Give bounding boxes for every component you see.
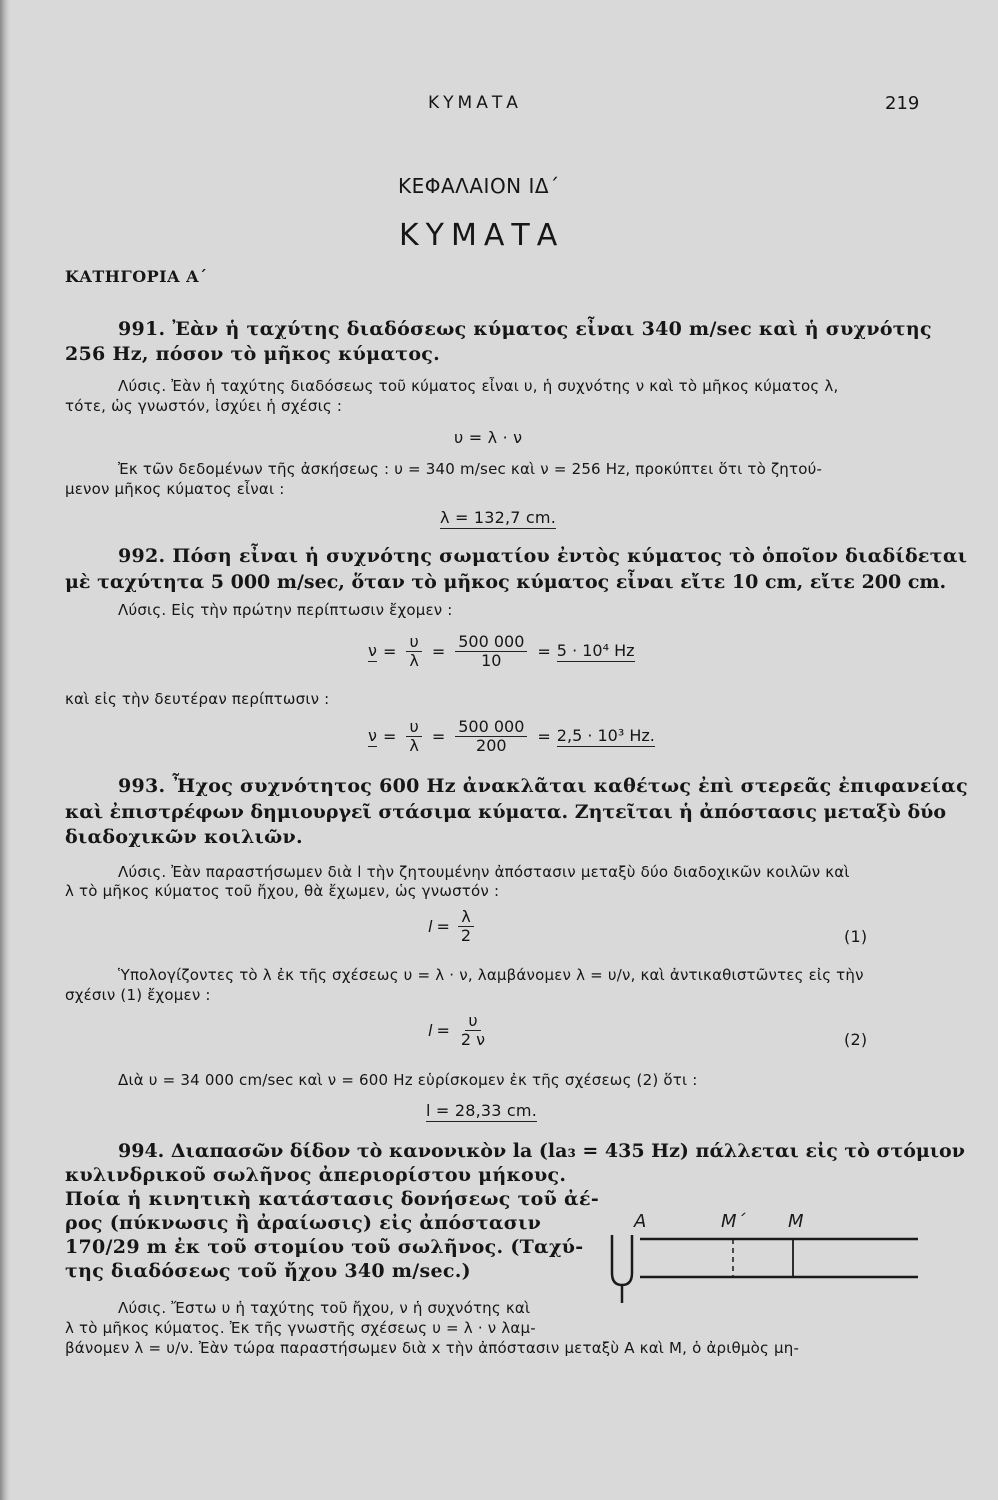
data-993: Διὰ υ = 34 000 cm/sec καὶ ν = 600 Hz εὑρίσκομεν ἐκ τῆς σχέσεως (2) ὅτι : [118, 1071, 698, 1089]
problem-994-text-cont3: ρος (πύκνωσις ἢ ἀραίωσις) εἰς ἀπόστασιν [65, 1212, 542, 1234]
result-value: l = 28,33 cm. [426, 1101, 537, 1120]
problem-number: 992. [118, 545, 166, 567]
fraction: $\frac{500 000}{200}$ [455, 718, 527, 756]
eq-lhs: l [428, 1021, 433, 1041]
solution-line: Ἐὰν ἡ ταχύτης διαδόσεως τοῦ κύματος εἶναι υ, ἡ συχνότης ν καὶ τὸ μῆκος κύματος λ, [171, 377, 839, 395]
eq-result: 5 · 10⁴ Hz [556, 641, 635, 661]
fraction: $\frac{\upsilon}{\lambda}$ [406, 633, 421, 671]
problem-994-text-cont1: κυλινδρικοῦ σωλῆνος ἀπεριορίστου μήκους. [65, 1164, 567, 1186]
problem-991-text-cont: 256 Hz, πόσον τὸ μῆκος κύματος. [65, 343, 441, 365]
problem-number: 991. [118, 318, 166, 340]
solution-994-cont1: λ τὸ μῆκος κύματος. Ἐκ τῆς γνωστῆς σχέσεως υ = λ · ν λαμ- [65, 1319, 536, 1337]
tube-figure [600, 1205, 920, 1315]
derivation-993-line1: Ὑπολογίζοντες τὸ λ ἐκ τῆς σχέσεως υ = λ · ν, λαμβάνομεν λ = υ/ν, καὶ ἀντικαθιστῶντες εἰς τὴν [118, 966, 864, 984]
solution-label: Λύσις. [118, 377, 167, 395]
page-number: 219 [885, 93, 920, 114]
solution-993-cont: λ τὸ μῆκος κύματος τοῦ ἤχου, θὰ ἔχωμεν, ὡς γνωστόν : [65, 882, 500, 900]
equation-993-second: l = $\frac{\upsilon}{2 \nu}$ [428, 1012, 492, 1050]
equation-992-second: ν = $\frac{\upsilon}{\lambda}$ = $\frac{500 000}{200}$ = 2,5 · 10³ Hz. [368, 717, 655, 756]
label-m: M [788, 1211, 804, 1232]
problem-994-text-cont5: της διαδόσεως τοῦ ἤχου 340 m/sec.) [65, 1260, 471, 1282]
data-991-line2: μενον μῆκος κύματος εἶναι : [65, 480, 285, 498]
equation-993-first: l = $\frac{\lambda}{2}$ [428, 908, 478, 946]
tuning-fork-icon [612, 1235, 632, 1303]
problem-992-text [118, 545, 967, 567]
fraction: $\frac{\upsilon}{\lambda}$ [406, 718, 421, 756]
fraction: $\frac{\lambda}{2}$ [458, 908, 474, 946]
problem-line: Ἦχος συχνότητος 600 Hz ἀνακλᾶται καθέτως ἐπὶ στερεᾶς ἐπιφανείας [172, 775, 968, 797]
result-value: λ = 132,7 cm. [440, 508, 557, 527]
result-993 [426, 1101, 537, 1120]
solution-label: Λύσις. [118, 863, 167, 881]
equation-tag-1: (1) [844, 927, 868, 946]
solution-993 [118, 863, 850, 881]
book-spine-shadow [0, 0, 10, 1500]
derivation-993-line2: σχέσιν (1) ἔχομεν : [65, 986, 211, 1004]
chapter-title: ΚΥΜΑΤΑ [399, 218, 565, 253]
solution-991-cont: τότε, ὡς γνωστόν, ἰσχύει ἡ σχέσις : [65, 397, 343, 415]
solution-994 [118, 1299, 530, 1317]
solution-label: Λύσις. [118, 1299, 167, 1317]
solution-line: Ἔστω υ ἡ ταχύτης τοῦ ἤχου, ν ἡ συχνότης καὶ [171, 1299, 531, 1317]
problem-number: 993. [118, 775, 166, 797]
solution-label: Λύσις. [118, 601, 167, 619]
problem-line: Διαπασῶν δίδον τὸ κανονικὸν la (la₃ = 435 Hz) πάλλεται εἰς τὸ στόμιον [170, 1140, 965, 1162]
category-heading: ΚΑΤΗΓΟΡΙΑ Α΄ [65, 267, 208, 286]
problem-994-text-cont4: 170/29 m ἐκ τοῦ στομίου τοῦ σωλῆνος. (Ταχύ- [65, 1236, 584, 1258]
problem-994-text [118, 1140, 965, 1162]
solution-992 [118, 601, 453, 619]
eq-lhs: ν [368, 726, 377, 746]
problem-993-text [118, 775, 968, 797]
solution-line: Ἐὰν παραστήσωμεν διὰ l τὴν ζητουμένην ἀπόστασιν μεταξὺ δύο διαδοχικῶν κοιλῶν καὶ [171, 863, 850, 881]
label-m-prime: M΄ [721, 1211, 746, 1232]
solution-line: Εἰς τὴν πρώτην περίπτωσιν ἔχομεν : [171, 601, 453, 619]
problem-992-text-cont: μὲ ταχύτητα 5 000 m/sec, ὅταν τὸ μῆκος κύματος εἶναι εἴτε 10 cm, εἴτε 200 cm. [65, 571, 947, 593]
eq-result: 2,5 · 10³ Hz. [556, 726, 655, 746]
problem-993-text-cont2: διαδοχικῶν κοιλιῶν. [65, 826, 303, 848]
problem-993-text-cont1: καὶ ἐπιστρέφων δημιουργεῖ στάσιμα κύματα. Ζητεῖται ἡ ἀπόστασις μεταξὺ δύο [65, 801, 947, 823]
eq-lhs: l [428, 917, 433, 937]
chapter-label: ΚΕΦΑΛΑΙΟΝ ΙΔ΄ [398, 174, 560, 198]
problem-line: Ἐὰν ἡ ταχύτης διαδόσεως κύματος εἶναι 340 m/sec καὶ ἡ συχνότης [172, 318, 932, 340]
formula-991: υ = λ · ν [454, 428, 523, 447]
result-991 [440, 508, 556, 527]
eq-lhs: ν [368, 641, 377, 661]
solution-994-cont2: βάνομεν λ = υ/ν. Ἐὰν τώρα παραστήσωμεν διὰ x τὴν ἀπόστασιν μεταξὺ Α καὶ Μ, ὁ ἀριθμὸς μη- [65, 1339, 800, 1357]
problem-991-text [118, 318, 932, 340]
running-title: ΚΥΜΑΤΑ [428, 93, 522, 113]
fraction: $\frac{500 000}{10}$ [455, 633, 527, 671]
between-text-992: καὶ εἰς τὴν δευτέραν περίπτωσιν : [65, 690, 330, 708]
fraction: $\frac{\upsilon}{2 \nu}$ [460, 1011, 486, 1050]
data-991-line1: Ἐκ τῶν δεδομένων τῆς ἀσκήσεως : υ = 340 m/sec καὶ ν = 256 Hz, προκύπτει ὅτι τὸ ζητού- [118, 460, 823, 478]
equation-tag-2: (2) [844, 1030, 868, 1049]
label-a: A [634, 1211, 647, 1232]
problem-994-text-cont2: Ποία ἡ κινητικὴ κατάστασις δονήσεως τοῦ ἀέ- [65, 1188, 600, 1210]
problem-number: 994. [118, 1140, 165, 1162]
solution-991 [118, 377, 838, 395]
equation-992-first: ν = $\frac{\upsilon}{\lambda}$ = $\frac{500 000}{10}$ = 5 · 10⁴ Hz [368, 632, 635, 671]
problem-line: Πόση εἶναι ἡ συχνότης σωματίου ἐντὸς κύματος τὸ ὁποῖον διαδίδεται [172, 545, 968, 567]
